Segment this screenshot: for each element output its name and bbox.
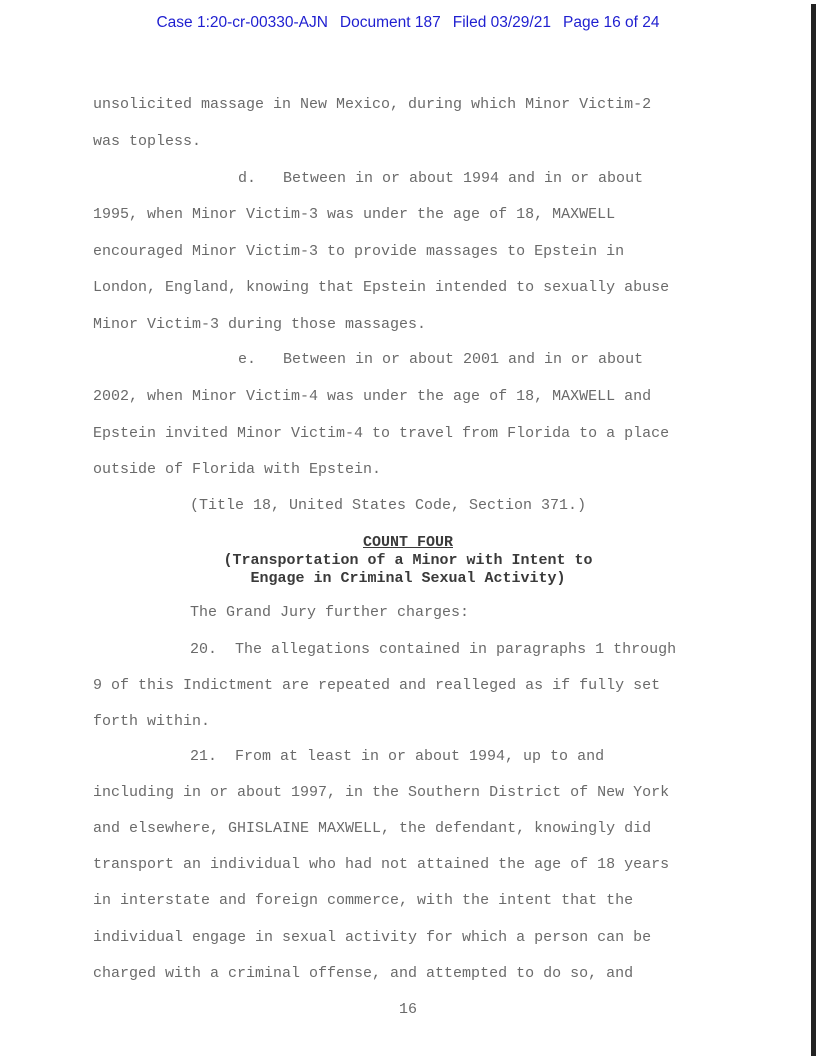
body-line: 2002, when Minor Victim-4 was under the age of 18, MAXWELL and xyxy=(93,388,652,405)
body-line: and elsewhere, GHISLAINE MAXWELL, the defendant, knowingly did xyxy=(93,820,652,837)
paragraph-21: 21. From at least in or about 1994, up to and xyxy=(190,748,605,765)
body-line: including in or about 1997, in the Southern District of New York xyxy=(93,784,670,801)
body-line: individual engage in sexual activity for which a person can be xyxy=(93,929,652,946)
count-subtitle: (Transportation of a Minor with Intent to xyxy=(223,552,593,569)
body-line: 1995, when Minor Victim-3 was under the age of 18, MAXWELL xyxy=(93,206,616,223)
body-line: encouraged Minor Victim-3 to provide massages to Epstein in xyxy=(93,243,625,260)
ecf-header xyxy=(0,14,816,32)
filed-date: Filed 03/29/21 xyxy=(452,14,551,31)
page-number: 16 xyxy=(398,1001,417,1018)
body-line: London, England, knowing that Epstein intended to sexually abuse xyxy=(93,279,670,296)
body-line: unsolicited massage in New Mexico, during which Minor Victim-2 xyxy=(93,96,652,113)
subparagraph-d: d. Between in or about 1994 and in or about xyxy=(238,170,644,187)
page-indicator: Page 16 of 24 xyxy=(562,14,660,31)
case-number: Case 1:20-cr-00330-AJN xyxy=(156,14,328,31)
statute-citation: (Title 18, United States Code, Section 371.) xyxy=(190,497,587,514)
body-line: was topless. xyxy=(93,133,202,150)
paragraph-20: 20. The allegations contained in paragraphs 1 through xyxy=(190,641,677,658)
body-line: in interstate and foreign commerce, with the intent that the xyxy=(93,892,634,909)
body-line: Minor Victim-3 during those massages. xyxy=(93,316,427,333)
charge-intro: The Grand Jury further charges: xyxy=(190,604,470,621)
body-line: forth within. xyxy=(93,713,211,730)
body-line: 9 of this Indictment are repeated and realleged as if fully set xyxy=(93,677,661,694)
body-line: outside of Florida with Epstein. xyxy=(93,461,382,478)
subparagraph-e: e. Between in or about 2001 and in or about xyxy=(238,351,644,368)
document-number: Document 187 xyxy=(339,14,441,31)
count-heading: COUNT FOUR xyxy=(362,534,453,551)
scan-border xyxy=(811,4,816,1056)
body-line: transport an individual who had not attained the age of 18 years xyxy=(93,856,670,873)
body-line: charged with a criminal offense, and attempted to do so, and xyxy=(93,965,634,982)
body-line: Epstein invited Minor Victim-4 to travel from Florida to a place xyxy=(93,425,670,442)
count-subtitle: Engage in Criminal Sexual Activity) xyxy=(250,570,566,587)
